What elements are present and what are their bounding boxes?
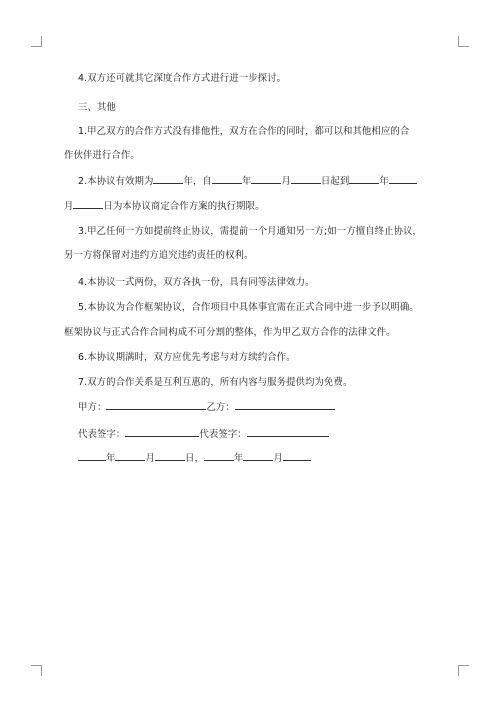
date-day-label: 日， <box>184 453 204 464</box>
blank-start-month[interactable] <box>251 174 281 184</box>
blank-end-year[interactable] <box>349 174 379 184</box>
date-year2-field[interactable] <box>204 451 234 461</box>
signature-parties-line <box>78 399 335 413</box>
corner-mark-top-right <box>458 36 469 47</box>
clause-1-line-1: 1.甲乙双方的合作方式没有排他性，双方在合作的同时，都可以和其他相应的合 <box>78 126 410 137</box>
clause-2-text: 年 <box>379 176 389 187</box>
party-a-field[interactable] <box>106 400 206 410</box>
blank-end-day[interactable] <box>73 199 103 209</box>
rep-a-signature-field[interactable] <box>125 427 199 437</box>
signature-representatives-line <box>78 426 329 440</box>
clause-1-line-2: 作伙伴进行合作。 <box>64 150 140 161</box>
signature-date-line <box>78 450 311 464</box>
clause-5-line-1: 5.本协议为合作框架协议，合作项目中具体事宜需在正式合同中进一步予以明确。 <box>78 302 419 313</box>
clause-5-line-2: 框架协议与正式合作合同构成不可分割的整体，作为甲乙双方合作的法律文件。 <box>64 327 396 338</box>
date-month-label: 月 <box>145 453 155 464</box>
clause-2-text: 年 <box>241 176 252 187</box>
party-a-label: 甲方： <box>78 402 107 413</box>
rep-b-signature-field[interactable] <box>247 427 329 437</box>
clause-4: 4.本协议一式两份，双方各执一份，具有同等法律效力。 <box>78 277 315 288</box>
clause-2-text: 2.本协议有效期为 <box>78 176 154 187</box>
clause-3-line-2: 另一方将保留对违约方追究违约责任的权利。 <box>64 250 254 261</box>
date-day2-field[interactable] <box>283 451 311 461</box>
date-month-field[interactable] <box>115 451 145 461</box>
rep-b-label: 代表签字： <box>199 429 247 440</box>
clause-2-text: 月 <box>64 201 74 212</box>
clause-2-line-1 <box>78 173 417 187</box>
clause-2-text: 年，自 <box>183 176 212 187</box>
blank-end-month[interactable] <box>389 174 417 184</box>
date-year2-label: 年 <box>233 453 244 464</box>
rep-a-label: 代表签字： <box>78 429 126 440</box>
corner-mark-top-left <box>31 36 42 47</box>
blank-start-day[interactable] <box>291 174 321 184</box>
corner-mark-bottom-right <box>458 665 469 676</box>
blank-start-year[interactable] <box>212 174 242 184</box>
date-month2-field[interactable] <box>243 451 273 461</box>
clause-7: 7.双方的合作关系是互利互惠的，所有内容与服务提供均为免费。 <box>78 377 353 388</box>
clause-6: 6.本协议期满时，双方应优先考虑与对方续约合作。 <box>78 352 296 363</box>
clause-2-line-2 <box>64 198 265 212</box>
clause-2-text: 日为本协议商定合作方案的执行期限。 <box>103 201 265 212</box>
party-b-label: 乙方： <box>206 402 235 413</box>
date-day-field[interactable] <box>155 451 185 461</box>
date-year-label: 年 <box>106 453 116 464</box>
clause-3-line-1: 3.甲乙任何一方如提前终止协议，需提前一个月通知另一方;如一方擅自终止协议， <box>78 226 423 237</box>
clause-2-text: 日起到 <box>320 176 350 187</box>
blank-years[interactable] <box>153 174 183 184</box>
section-heading-other: 三、其他 <box>78 102 116 113</box>
paragraph-4: 4.双方还可就其它深度合作方式进行进一步探讨。 <box>78 73 287 84</box>
date-year-field[interactable] <box>78 451 106 461</box>
party-b-field[interactable] <box>235 400 335 410</box>
corner-mark-bottom-left <box>31 665 42 676</box>
date-month2-label: 月 <box>273 453 283 464</box>
clause-2-text: 月 <box>281 176 291 187</box>
